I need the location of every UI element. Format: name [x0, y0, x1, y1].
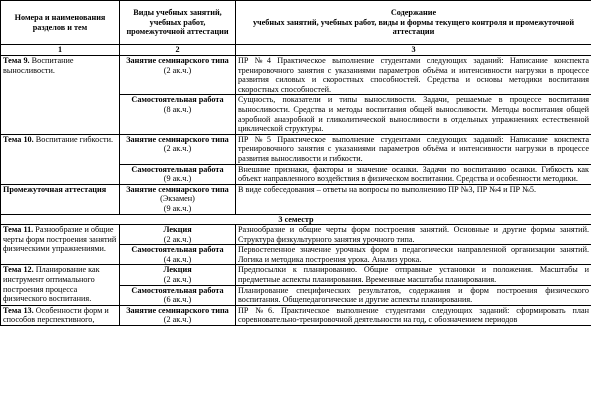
interim-content: В виде собеседования – ответы на вопросы по выполнению ПР №3, ПР №4 и ПР №5.: [236, 184, 591, 214]
topic13-type1: Занятие семинарского типа (2 ак.ч.): [120, 305, 236, 325]
col-number-1: 1: [1, 45, 120, 56]
topic12-title: Тема 12. Планирование как инструмент оптимального построения процесса физического воспитания.: [1, 265, 120, 305]
header-col3: [236, 1, 591, 45]
topic12-type2: Самостоятельная работа (6 ак.ч.): [120, 285, 236, 305]
topic10-content2: Внешние признаки, факторы и значение осанки. Задачи по воспитанию осанки. Гибкость как объект направленного воздействия в физическом воспитании. Средства и особенности методики.: [236, 164, 591, 184]
topic9-type1: Занятие семинарского типа (2 ак.ч.): [120, 56, 236, 95]
number-row: [1, 45, 591, 56]
topic9-row1: [1, 56, 591, 95]
topic9-content1: ПР №4 Практическое выполнение студентами следующих заданий: Написание конспекта тренировочного занятия с указаниями параметров объёма и интенсивности нагрузки в процессе развития силовых и скоростных способностей. Средства и основы методики воспитания скоростных способностей.: [236, 56, 591, 95]
topic10-title: Тема 10. Воспитание гибкости.: [1, 134, 120, 184]
col-number-2: 2: [120, 45, 236, 56]
topic12-type1: Лекция (2 ак.ч.): [120, 265, 236, 285]
col-number-3: 3: [236, 45, 591, 56]
topic13-title: Тема 13. Особенности форм и способов перспективного,: [1, 305, 120, 325]
topic9-type2: Самостоятельная работа (8 ак.ч.): [120, 95, 236, 134]
topic13-row1: [1, 305, 591, 325]
topic11-content1: Разнообразие и общие черты форм построения занятий. Основные и другие формы занятий. Структура физкультурного занятия урочного типа.: [236, 225, 591, 245]
header-row: [1, 1, 591, 45]
topic10-type1: Занятие семинарского типа (2 ак.ч.): [120, 134, 236, 164]
topic13-content1: ПР №6. Практическое выполнение студентами следующих заданий: сформировать план соревновательно-тренировочной деятельности на год, с обозначением периодов: [236, 305, 591, 325]
interim-type: Занятие семинарского типа (Экзамен) (9 ак.ч.): [120, 184, 236, 214]
topic10-row1: [1, 134, 591, 164]
topic10-type2: Самостоятельная работа (9 ак.ч.): [120, 164, 236, 184]
topic9-content2: Сущность, показатели и типы выносливости. Задачи, решаемые в процессе воспитания выносливости. Средства и методы воспитания общей выносливости. Методы воспитания общей аэробной анаэробной и гликолитической выносливости в отдельных упражнениях естественной циклической структуры.: [236, 95, 591, 134]
topic11-type2: Самостоятельная работа (4 ак.ч.): [120, 245, 236, 265]
topic11-row1: [1, 225, 591, 245]
header-col2: Виды учебных занятий, учебных работ, промежуточной аттестации: [120, 1, 236, 45]
topic11-content2: Первостепенное значение урочных форм в педагогически направленной организации занятий. Логика и методика построения урока. Анализ урока.: [236, 245, 591, 265]
topic12-row1: [1, 265, 591, 285]
topic11-title: Тема 11. Разнообразие и общие черты форм построения занятий физическими упражнениями.: [1, 225, 120, 265]
interim-title: Промежуточная аттестация: [1, 184, 120, 214]
topic9-title: Тема 9. Воспитание выносливости.: [1, 56, 120, 135]
interim-row: [1, 184, 591, 214]
semester-heading: 3 семестр: [1, 214, 591, 225]
header-col1: Номера и наименования разделов и тем: [1, 1, 120, 45]
topic12-content2: Планирование специфических результатов, содержания и форм построения физического воспитания. Общепедагогические и другие аспекты планирования.: [236, 285, 591, 305]
topic12-content1: Предпосылки к планированию. Общие отправные установки и положения. Масштабы и предметные аспекты планирования. Временные масштабы планирования.: [236, 265, 591, 285]
topic10-content1: ПР №5 Практическое выполнение студентами следующих заданий: Написание конспекта тренировочного занятия с указаниями параметров объёма и интенсивности нагрузки в процессе развития выносливости и гибкости.: [236, 134, 591, 164]
header-col3-line2: учебных занятий, учебных работ, виды и формы текущего контроля и промежуточной аттестации: [252, 17, 575, 37]
topic11-type1: Лекция (2 ак.ч.): [120, 225, 236, 245]
header-col3-line1: Содержание: [390, 8, 437, 18]
semester-row: [1, 214, 591, 225]
